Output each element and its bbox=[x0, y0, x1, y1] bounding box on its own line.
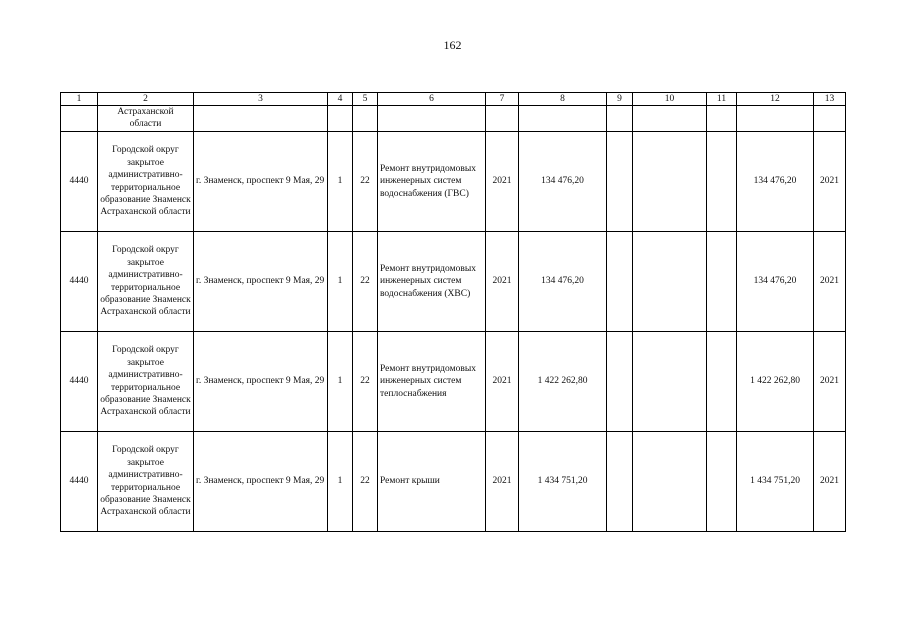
header-cell: 5 bbox=[353, 93, 378, 106]
total-cell: 134 476,20 bbox=[737, 232, 814, 332]
col9-cell bbox=[607, 132, 633, 232]
total-cell: 1 434 751,20 bbox=[737, 432, 814, 532]
year-end-cell: 2021 bbox=[814, 232, 846, 332]
address-cell: г. Знаменск, проспект 9 Мая, 29 bbox=[194, 132, 328, 232]
year-end-cell: 2021 bbox=[814, 432, 846, 532]
header-cell: 12 bbox=[737, 93, 814, 106]
col9-cell bbox=[607, 232, 633, 332]
header-cell: 2 bbox=[98, 93, 194, 106]
col9-cell bbox=[607, 432, 633, 532]
total-cell: 134 476,20 bbox=[737, 132, 814, 232]
year-cell: 2021 bbox=[486, 132, 519, 232]
municipality-cell: Астраханской области bbox=[98, 106, 194, 132]
header-cell: 13 bbox=[814, 93, 846, 106]
work-type-cell: Ремонт крыши bbox=[378, 432, 486, 532]
work-type-cell: Ремонт внутридомовых инженерных систем водоснабжения (ХВС) bbox=[378, 232, 486, 332]
code-cell: 4440 bbox=[61, 232, 98, 332]
municipality-cell: Городской округ закрытое административно-территориальное образование Знаменск Астраханской области bbox=[98, 332, 194, 432]
year-cell: 2021 bbox=[486, 232, 519, 332]
continuation-row bbox=[61, 106, 846, 132]
col11-cell bbox=[707, 432, 737, 532]
address-cell: г. Знаменск, проспект 9 Мая, 29 bbox=[194, 432, 328, 532]
table-row bbox=[61, 332, 846, 432]
address-cell: г. Знаменск, проспект 9 Мая, 29 bbox=[194, 232, 328, 332]
cost-cell: 1 434 751,20 bbox=[519, 432, 607, 532]
table-row bbox=[61, 432, 846, 532]
col4-cell: 1 bbox=[328, 232, 353, 332]
header-cell: 4 bbox=[328, 93, 353, 106]
municipality-cell: Городской округ закрытое административно-территориальное образование Знаменск Астраханской области bbox=[98, 432, 194, 532]
municipality-cell: Городской округ закрытое административно-территориальное образование Знаменск Астраханской области bbox=[98, 232, 194, 332]
page-number: 162 bbox=[443, 38, 462, 52]
col11-cell bbox=[707, 232, 737, 332]
header-cell: 1 bbox=[61, 93, 98, 106]
col10-cell bbox=[633, 232, 707, 332]
header-cell: 7 bbox=[486, 93, 519, 106]
col10-cell bbox=[633, 332, 707, 432]
year-end-cell: 2021 bbox=[814, 332, 846, 432]
header-cell: 8 bbox=[519, 93, 607, 106]
year-cell: 2021 bbox=[486, 432, 519, 532]
header-cell: 10 bbox=[633, 93, 707, 106]
cost-cell: 1 422 262,80 bbox=[519, 332, 607, 432]
total-cell: 1 422 262,80 bbox=[737, 332, 814, 432]
header-cell: 9 bbox=[607, 93, 633, 106]
code-cell: 4440 bbox=[61, 432, 98, 532]
header-cell: 11 bbox=[707, 93, 737, 106]
header-cell: 6 bbox=[378, 93, 486, 106]
col4-cell: 1 bbox=[328, 332, 353, 432]
col10-cell bbox=[633, 132, 707, 232]
col5-cell: 22 bbox=[353, 132, 378, 232]
col9-cell bbox=[607, 332, 633, 432]
work-type-cell: Ремонт внутридомовых инженерных систем теплоснабжения bbox=[378, 332, 486, 432]
col5-cell: 22 bbox=[353, 232, 378, 332]
table-row bbox=[61, 232, 846, 332]
code-cell: 4440 bbox=[61, 132, 98, 232]
repair-schedule-table bbox=[60, 92, 846, 532]
table-row bbox=[61, 132, 846, 232]
col4-cell: 1 bbox=[328, 432, 353, 532]
year-cell: 2021 bbox=[486, 332, 519, 432]
col10-cell bbox=[633, 432, 707, 532]
col5-cell: 22 bbox=[353, 332, 378, 432]
cost-cell: 134 476,20 bbox=[519, 232, 607, 332]
col5-cell: 22 bbox=[353, 432, 378, 532]
col11-cell bbox=[707, 132, 737, 232]
municipality-cell: Городской округ закрытое административно-территориальное образование Знаменск Астраханской области bbox=[98, 132, 194, 232]
col11-cell bbox=[707, 332, 737, 432]
code-cell: 4440 bbox=[61, 332, 98, 432]
address-cell: г. Знаменск, проспект 9 Мая, 29 bbox=[194, 332, 328, 432]
header-cell: 3 bbox=[194, 93, 328, 106]
cost-cell: 134 476,20 bbox=[519, 132, 607, 232]
col4-cell: 1 bbox=[328, 132, 353, 232]
header-row bbox=[61, 93, 846, 106]
year-end-cell: 2021 bbox=[814, 132, 846, 232]
work-type-cell: Ремонт внутридомовых инженерных систем водоснабжения (ГВС) bbox=[378, 132, 486, 232]
